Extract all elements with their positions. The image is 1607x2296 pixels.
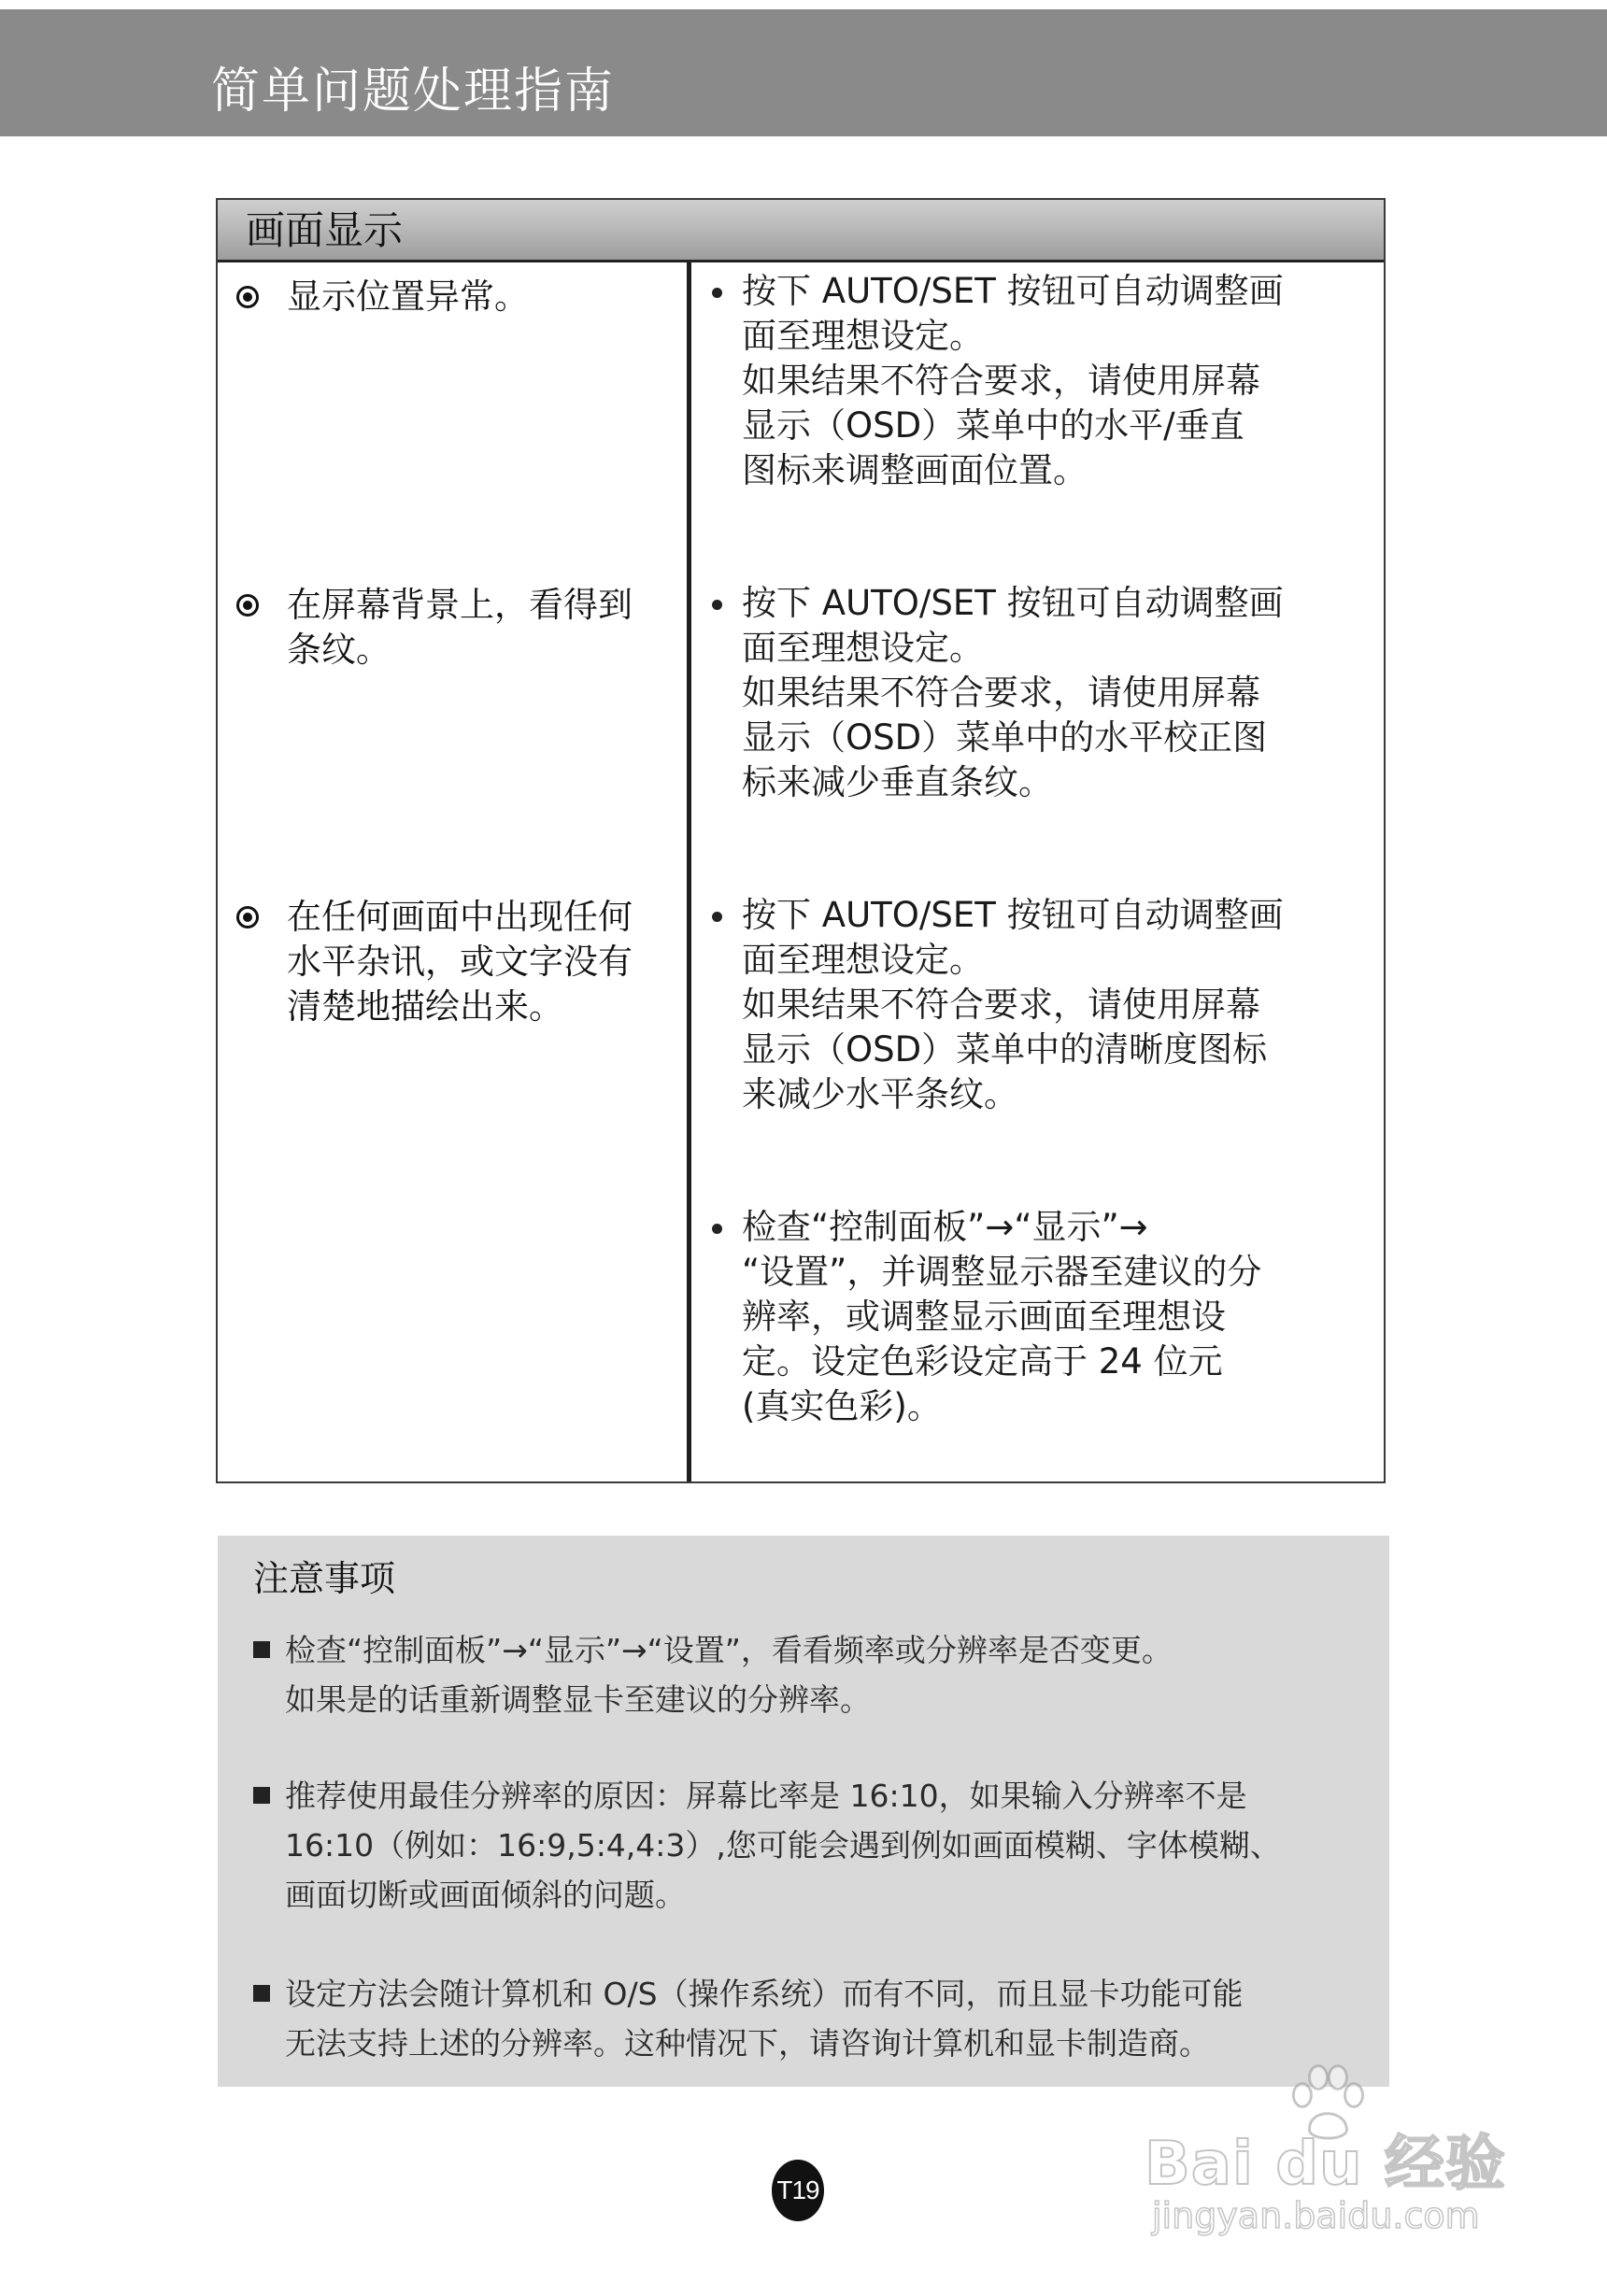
square-bullet-icon bbox=[253, 1641, 270, 1658]
solution-item bbox=[708, 269, 1362, 493]
square-bullet-icon bbox=[253, 1787, 270, 1804]
solution-item bbox=[708, 1205, 1362, 1429]
note-line: 如果是的话重新调整显卡至建议的分辨率。 bbox=[285, 1681, 871, 1718]
solution-line: (真实色彩)。 bbox=[742, 1386, 942, 1426]
solution-line: 显示（OSD）菜单中的清晰度图标 bbox=[742, 1029, 1268, 1070]
bullseye-icon bbox=[236, 594, 259, 617]
header-band bbox=[0, 9, 1607, 136]
problem-item bbox=[236, 895, 666, 1029]
bullet-icon bbox=[712, 1224, 722, 1234]
note-line: 画面切断或画面倾斜的问题。 bbox=[285, 1877, 686, 1913]
solution-line: 面至理想设定。 bbox=[742, 316, 984, 356]
section-title: 画面显示 bbox=[246, 207, 404, 253]
solution-line: 如果结果不符合要求，请使用屏幕 bbox=[742, 673, 1260, 713]
solution-line: 面至理想设定。 bbox=[742, 940, 984, 980]
solution-line: “设置”，并调整显示器至建议的分 bbox=[742, 1252, 1262, 1292]
page-title: 简单问题处理指南 bbox=[211, 64, 616, 120]
bullet-icon bbox=[712, 288, 722, 298]
solution-line: 标来减少垂直条纹。 bbox=[742, 762, 1053, 802]
note-item bbox=[253, 1625, 1365, 1724]
notes-title: 注意事项 bbox=[253, 1558, 396, 1599]
solution-line: 面至理想设定。 bbox=[742, 628, 984, 668]
solution-text bbox=[742, 893, 1362, 1117]
note-item bbox=[253, 1771, 1365, 1920]
square-bullet-icon bbox=[253, 1985, 270, 2002]
note-line: 检查“控制面板”→“显示”→“设置”，看看频率或分辨率是否变更。 bbox=[285, 1632, 1173, 1668]
solution-line: 定。设定色彩设定高于 24 位元 bbox=[742, 1341, 1223, 1382]
troubleshooting-table bbox=[216, 198, 1386, 1483]
note-line: 推荐使用最佳分辨率的原因：屏幕比率是 16:10，如果输入分辨率不是 bbox=[285, 1778, 1247, 1814]
solution-line: 图标来调整画面位置。 bbox=[742, 450, 1088, 490]
notes-box bbox=[218, 1536, 1389, 2087]
solution-line: 来减少水平条纹。 bbox=[742, 1074, 1018, 1114]
solution-text bbox=[742, 581, 1362, 805]
note-text bbox=[285, 1969, 1365, 2068]
solution-text bbox=[742, 269, 1362, 493]
note-item bbox=[253, 1969, 1365, 2068]
solution-line: 按下 AUTO/SET 按钮可自动调整画 bbox=[742, 271, 1284, 311]
solution-line: 显示（OSD）菜单中的水平/垂直 bbox=[742, 405, 1244, 446]
bullseye-icon bbox=[236, 286, 259, 308]
problem-item bbox=[236, 275, 666, 319]
note-line: 无法支持上述的分辨率。这种情况下，请咨询计算机和显卡制造商。 bbox=[285, 2025, 1210, 2062]
bullseye-icon bbox=[236, 906, 259, 928]
problem-item bbox=[236, 583, 666, 673]
note-line: 设定方法会随计算机和 O/S（操作系统）而有不同，而且显卡功能可能 bbox=[285, 1976, 1244, 2012]
solution-item bbox=[708, 893, 1362, 1117]
watermark-text: Bai du 经验 bbox=[1145, 2130, 1506, 2199]
solution-line: 显示（OSD）菜单中的水平校正图 bbox=[742, 717, 1268, 758]
note-text bbox=[285, 1625, 1365, 1724]
column-divider bbox=[687, 262, 691, 1481]
problem-text: 在屏幕背景上，看得到条纹。 bbox=[287, 585, 633, 670]
problem-text: 显示位置异常。 bbox=[287, 276, 529, 317]
solution-line: 按下 AUTO/SET 按钮可自动调整画 bbox=[742, 583, 1284, 623]
problem-text: 在任何画面中出现任何水平杂讯，或文字没有清楚地描绘出来。 bbox=[287, 897, 633, 1027]
note-text bbox=[285, 1771, 1365, 1920]
note-line: 16:10（例如：16:9,5:4,4:3）,您可能会遇到例如画面模糊、字体模糊、 bbox=[285, 1827, 1281, 1864]
solution-line: 如果结果不符合要求，请使用屏幕 bbox=[742, 361, 1260, 401]
baidu-watermark bbox=[1145, 2060, 1509, 2251]
solution-line: 按下 AUTO/SET 按钮可自动调整画 bbox=[742, 895, 1284, 935]
solution-item bbox=[708, 581, 1362, 805]
solution-line: 检查“控制面板”→“显示”→ bbox=[742, 1207, 1148, 1247]
bullet-icon bbox=[712, 912, 722, 922]
solution-line: 辨率，或调整显示画面至理想设 bbox=[742, 1297, 1226, 1337]
page-number: T19 bbox=[772, 2160, 824, 2221]
solution-text bbox=[742, 1205, 1362, 1429]
solution-line: 如果结果不符合要求，请使用屏幕 bbox=[742, 985, 1260, 1025]
bullet-icon bbox=[712, 600, 722, 610]
table-header bbox=[218, 200, 1384, 262]
watermark-url: jingyan.baidu.com bbox=[1152, 2195, 1480, 2236]
